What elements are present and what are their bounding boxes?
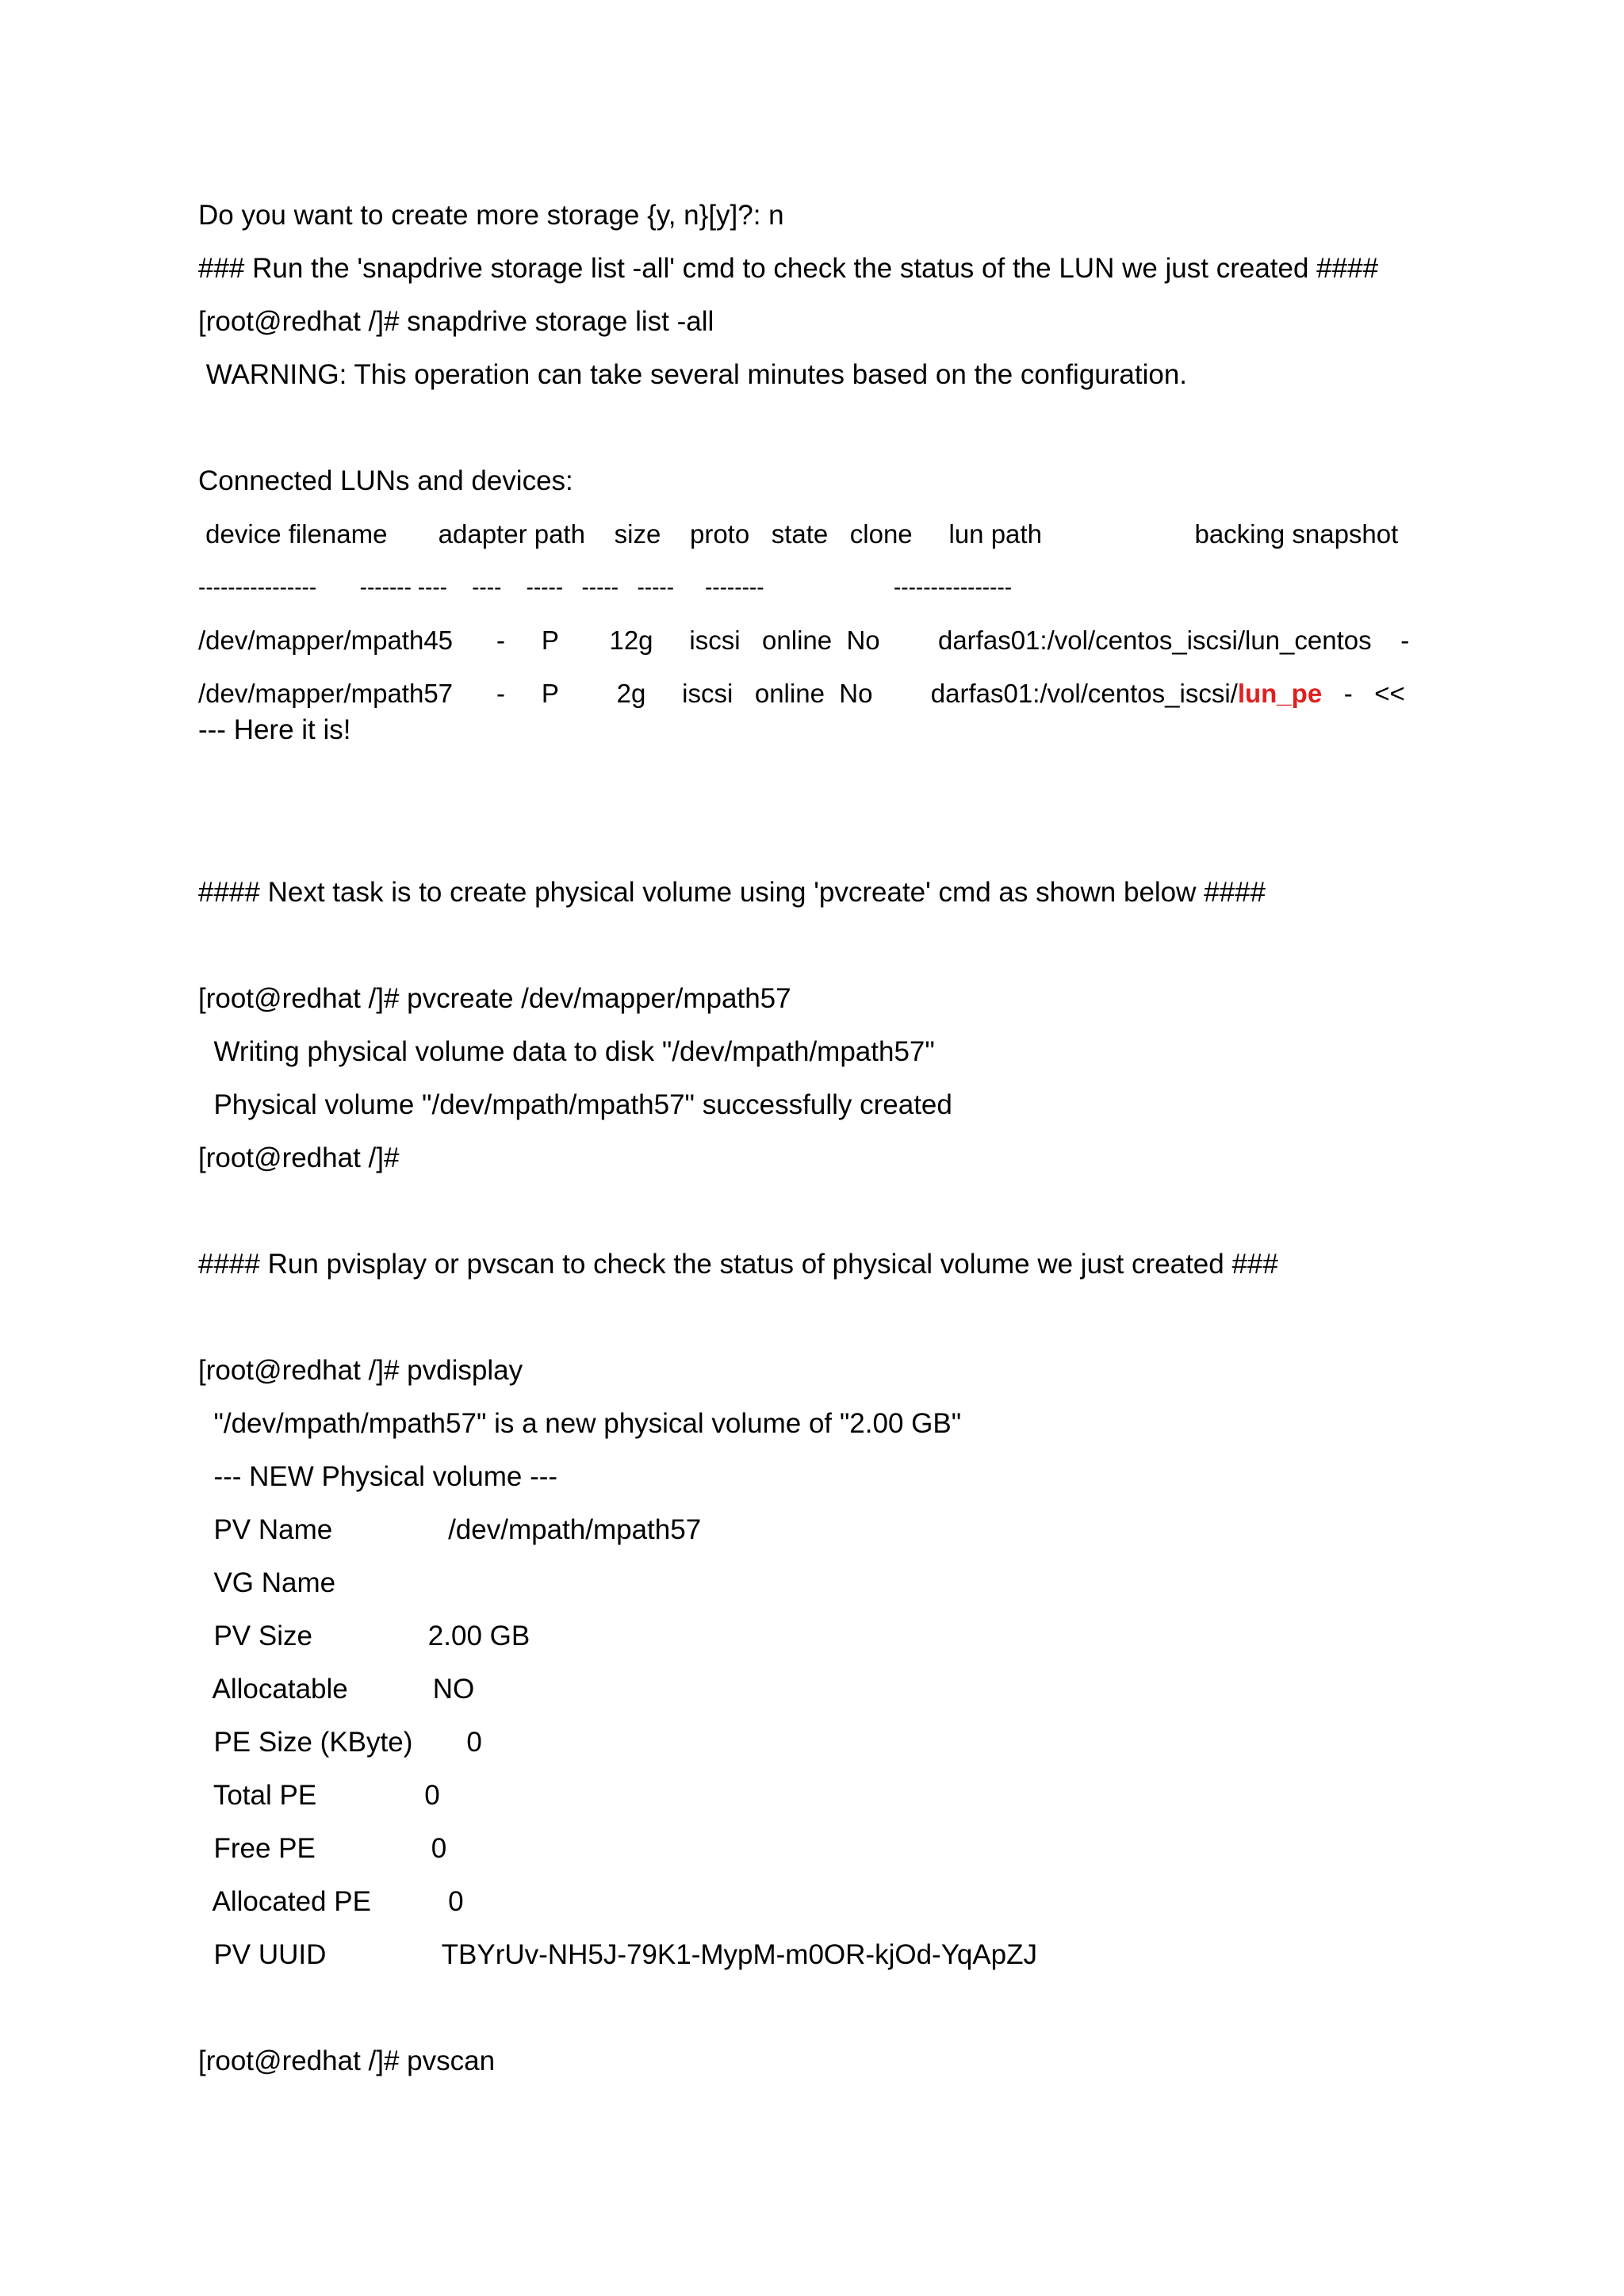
lun-pe-highlight: lun_pe <box>1237 679 1323 708</box>
total-pe-row: Total PE 0 <box>198 1780 440 1811</box>
pvcreate-output-success: Physical volume "/dev/mpath/mpath57" successfully created <box>198 1089 952 1120</box>
prompt-create-more-storage: Do you want to create more storage {y, n}[y]?: n <box>198 200 784 231</box>
lun-row-mpath57 <box>198 676 1405 711</box>
prompt-empty: [root@redhat /]# <box>198 1142 400 1173</box>
here-it-is-line: --- Here it is! <box>198 714 351 745</box>
comment-pvdisplay: #### Run pvisplay or pvscan to check the status of physical volume we just created ### <box>198 1249 1278 1280</box>
lun-row-mpath57-tail: - << <box>1322 679 1405 708</box>
pv-name-row: PV Name /dev/mpath/mpath57 <box>198 1514 702 1545</box>
cmd-pvcreate: [root@redhat /]# pvcreate /dev/mapper/mpath57 <box>198 983 791 1014</box>
pvdisplay-section-header: --- NEW Physical volume --- <box>198 1461 558 1492</box>
cmd-snapdrive-storage-list: [root@redhat /]# snapdrive storage list -all <box>198 306 714 337</box>
comment-pvcreate: #### Next task is to create physical volume using 'pvcreate' cmd as shown below #### <box>198 877 1266 908</box>
pe-size-row: PE Size (KByte) 0 <box>198 1727 482 1758</box>
vg-name-row: VG Name <box>198 1567 336 1598</box>
free-pe-row: Free PE 0 <box>198 1833 447 1864</box>
pvcreate-output-writing: Writing physical volume data to disk "/dev/mpath/mpath57" <box>198 1036 935 1067</box>
lun-row-mpath57-path: /dev/mapper/mpath57 - P 2g iscsi online No darfas01:/vol/centos_iscsi/ <box>198 679 1238 708</box>
cmd-pvdisplay: [root@redhat /]# pvdisplay <box>198 1355 523 1386</box>
cmd-pvscan: [root@redhat /]# pvscan <box>198 2045 496 2076</box>
allocatable-row: Allocatable NO <box>198 1674 475 1705</box>
pv-size-row: PV Size 2.00 GB <box>198 1621 530 1651</box>
lun-table-header: device filename adapter path size proto state clone lun path backing snapshot <box>198 519 1399 549</box>
warning-line: WARNING: This operation can take several minutes based on the configuration. <box>198 359 1188 390</box>
pv-uuid-row: PV UUID TBYrUv-NH5J-79K1-MypM-m0OR-kjOd-YqApZJ <box>198 1939 1037 1970</box>
lun-table-divider: ---------------- ------- ---- ---- ----- ----- ----- -------- ---------------- <box>198 575 1013 599</box>
comment-snapdrive-list: ### Run the 'snapdrive storage list -all' cmd to check the status of the LUN we just created #### <box>198 253 1379 284</box>
allocated-pe-row: Allocated PE 0 <box>198 1886 464 1917</box>
lun-row-mpath45: /dev/mapper/mpath45 - P 12g iscsi online No darfas01:/vol/centos_iscsi/lun_centos - <box>198 626 1410 655</box>
pvdisplay-new-pv-line: "/dev/mpath/mpath57" is a new physical volume of "2.00 GB" <box>198 1408 962 1439</box>
connected-luns-heading: Connected LUNs and devices: <box>198 465 573 496</box>
